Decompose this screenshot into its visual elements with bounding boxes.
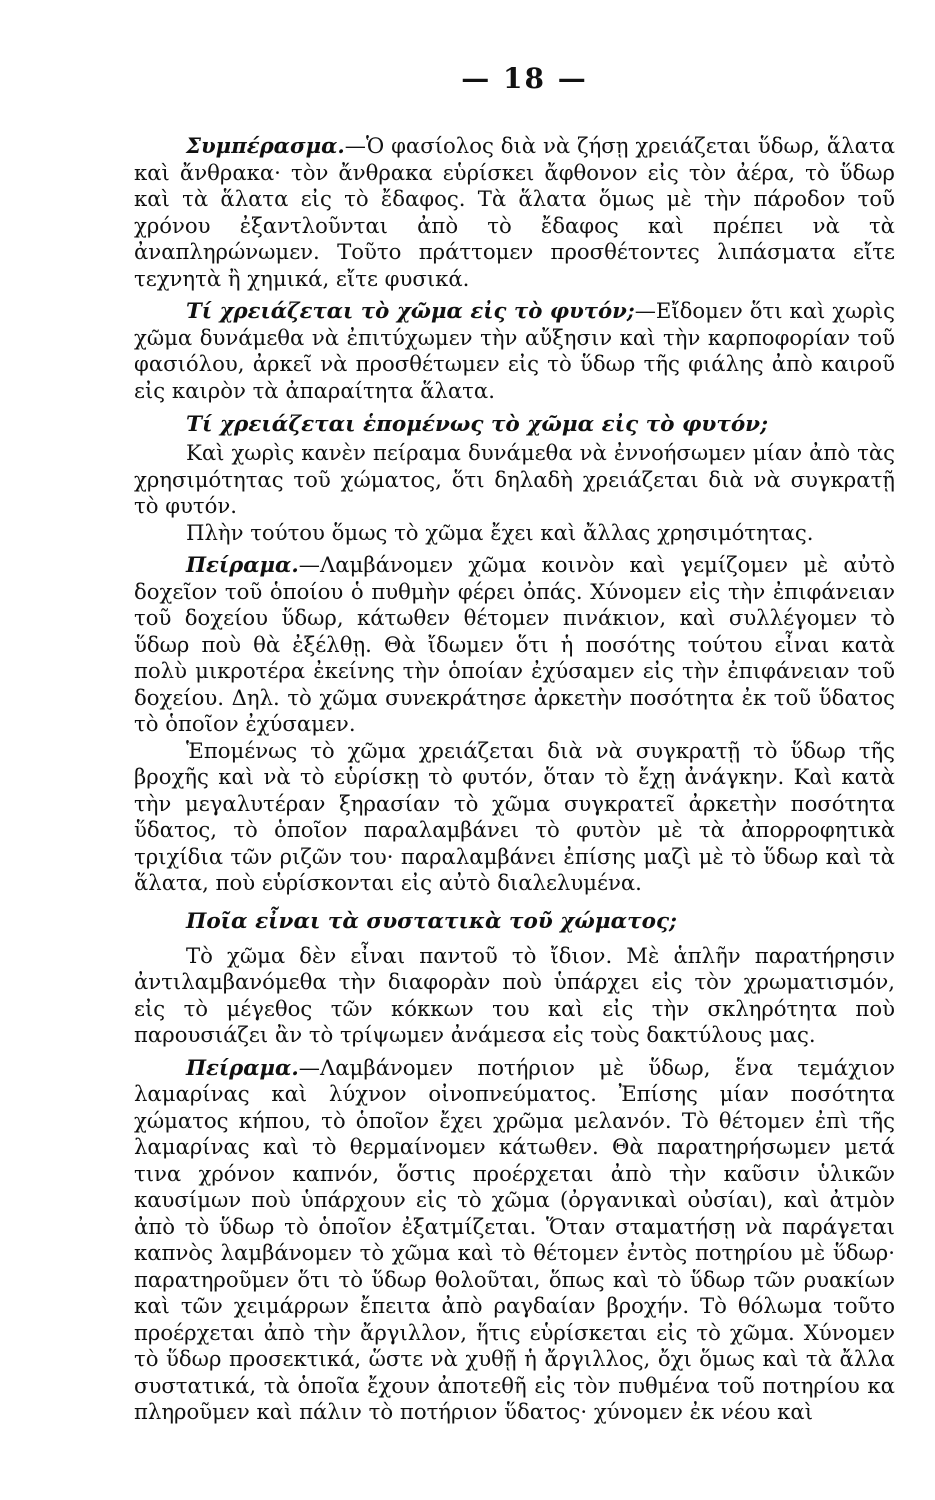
- paragraph-lead-conclusion: Συμπέρασμα.: [186, 133, 345, 158]
- paragraph-lead-experiment-components: Πείραμα.: [186, 1054, 299, 1080]
- paragraph-conclusion: [134, 133, 895, 292]
- paragraph-text-conclusion: —Ὁ φασίολος διὰ νὰ ζήσῃ χρειάζεται ὕδωρ, ἅλατα καὶ ἄνθρακα· τὸν ἄνθρακα εὑρίσκει ἄφθονον εἰς τὸν ἀέρα, τὸ ὕδωρ καὶ τὰ ἅλατα εἰς τὸ ἔδαφος. Τὰ ἅλατα ὅμως μὲ τὴν πάροδον τοῦ χρόνου ἐξαντλοῦνται ἀπὸ τὸ ἔδαφος καὶ πρέπει νὰ τὰ ἀναπληρώνωμεν. Τοῦτο πράττομεν προσθέτοντες λιπάσματα εἴτε τεχνητὰ ἢ χημικά, εἴτε φυσικά.: [134, 133, 895, 291]
- paragraph-lead-soil-need: Τί χρειάζεται τὸ χῶμα εἰς τὸ φυτόν;: [186, 298, 635, 323]
- paragraph-soil-support: Καὶ χωρὶς κανὲν πείραμα δυνάμεθα νὰ ἐννοήσωμεν μίαν ἀπὸ τὰς χρησιμότητας τοῦ χώματος, ὅτι δηλαδὴ χρειάζεται διὰ νὰ συγκρατῇ τὸ φυτόν.: [134, 440, 895, 518]
- section-heading-soil-components: Ποῖα εἶναι τὰ συστατικὰ τοῦ χώματος;: [186, 908, 677, 934]
- paragraph-lead-experiment-water: Πείραμα.: [186, 552, 299, 577]
- paragraph-experiment-components: [134, 1055, 895, 1426]
- paragraph-other-uses: Πλὴν τούτου ὅμως τὸ χῶμα ἔχει καὶ ἄλλας χρησιμότητας.: [186, 519, 814, 545]
- paragraph-text-experiment-water: —Λαμβάνομεν χῶμα κοινὸν καὶ γεμίζομεν μὲ αὐτὸ δοχεῖον τοῦ ὁποίου ὁ πυθμὴν φέρει ὀπάς. Χύνομεν εἰς τὴν ἐπιφάνειαν τοῦ δοχείου ὕδωρ, κάτωθεν θέτομεν πινάκιον, καὶ συλλέγομεν τὸ ὕδωρ ποὺ θὰ ἐξέλθῃ. Θὰ ἴδωμεν ὅτι ἡ ποσότης τούτου εἶναι κατὰ πολὺ μικροτέρα ἐκείνης τὴν ὁποίαν ἐχύσαμεν εἰς τὴν ἐπιφάνειαν τοῦ δοχείου. Δηλ. τὸ χῶμα συνεκράτησε ἀρκετὴν ποσότητα ἐκ τοῦ ὕδατος τὸ ὁποῖον ἐχύσαμεν.: [134, 552, 895, 736]
- paragraph-experiment-water: [134, 552, 895, 738]
- paragraph-text-soil-need: —Εἴδομεν ὅτι καὶ χωρὶς χῶμα δυνάμεθα νὰ ἐπιτύχωμεν τὴν αὔξησιν καὶ τὴν καρποφορίαν τοῦ φασιόλου, ἀρκεῖ νὰ προσθέτωμεν εἰς τὸ ὕδωρ τῆς φιάλης ἀπὸ καιροῦ εἰς καιρὸν τὰ ἀπαραίτητα ἅλατα.: [134, 298, 895, 403]
- paragraph-soil-need: [134, 298, 895, 404]
- paragraph-text-experiment-components: —Λαμβάνομεν ποτήριον μὲ ὕδωρ, ἕνα τεμάχιον λαμαρίνας καὶ λύχνον οἰνοπνεύματος. Ἐπίσης μίαν ποσότητα χώματος κήπου, τὸ ὁποῖον ἔχει χρῶμα μελανόν. Τὸ θέτομεν ἐπὶ τῆς λαμαρίνας καὶ τὸ θερμαίνομεν κάτωθεν. Θὰ παρατηρήσωμεν μετά τινα χρόνον καπνόν, ὅστις προέρχεται ἀπὸ τὴν καῦσιν ὑλικῶν καυσίμων ποὺ ὑπάρχουν εἰς τὸ χῶμα (ὀργανικαὶ οὐσίαι), καὶ ἀτμὸν ἀπὸ τὸ ὕδωρ τὸ ὁποῖον ἐξατμίζεται. Ὅταν σταματήσῃ νὰ παράγεται καπνὸς λαμβάνομεν τὸ χῶμα καὶ τὸ θέτομεν ἐντὸς ποτηρίου μὲ ὕδωρ· παρατηροῦμεν ὅτι τὸ ὕδωρ θολοῦται, ὅπως καὶ τὸ ὕδωρ τῶν ρυακίων καὶ τῶν χειμάρρων ἔπειτα ἀπὸ ραγδαίαν βροχήν. Τὸ θόλωμα τοῦτο προέρχεται ἀπὸ τὴν ἄργιλλον, ἥτις εὑρίσκεται εἰς τὸ χῶμα. Χύνομεν τὸ ὕδωρ προσεκτικά, ὥστε νὰ χυθῇ ἡ ἄργιλλος, ὄχι ὅμως καὶ τὰ ἄλλα συστατικά, τὰ ὁποῖα ἔχουν ἀποτεθῆ εἰς τὸν πυθμένα τοῦ ποτηρίου κα πληροῦμεν καὶ πάλιν τὸ ποτήριον ὕδατος· χύνομεν ἐκ νέου καὶ: [134, 1054, 895, 1424]
- paragraph-soil-differences: Τὸ χῶμα δὲν εἶναι παντοῦ τὸ ἴδιον. Μὲ ἁπλῆν παρατήρησιν ἀντιλαμβανόμεθα τὴν διαφορὰν ποὺ ὑπάρχει εἰς τὸν χρωματισμόν, εἰς τὸ μέγεθος τῶν κόκκων του καὶ εἰς τὴν σκληρότητα ποὺ παρουσιάζει ἂν τὸ τρίψωμεν ἀνάμεσα εἰς τοὺς δακτύλους μας.: [134, 942, 895, 1047]
- page-number: — 18 —: [461, 62, 588, 95]
- paragraph-water-retention: Ἑπομένως τὸ χῶμα χρειάζεται διὰ νὰ συγκρατῇ τὸ ὕδωρ τῆς βροχῆς καὶ νὰ τὸ εὑρίσκῃ τὸ φυτόν, ὅταν τὸ ἔχῃ ἀνάγκην. Καὶ κατὰ τὴν μεγαλυτέραν ξηρασίαν τὸ χῶμα συγκρατεῖ ἀρκετὴν ποσότητα ὕδατος, τὸ ὁποῖον παραλαμβάνει τὸ φυτὸν μὲ τὰ ἀπορροφητικὰ τριχίδια τῶν ριζῶν του· παραλαμβάνει ἐπίσης μαζὶ μὲ τὸ ὕδωρ καὶ τὰ ἅλατα, ποὺ εὑρίσκονται εἰς αὐτὸ διαλελυμένα.: [134, 737, 895, 895]
- section-heading-soil-need: Τί χρειάζεται ἑπομένως τὸ χῶμα εἰς τὸ φυτόν;: [186, 412, 769, 437]
